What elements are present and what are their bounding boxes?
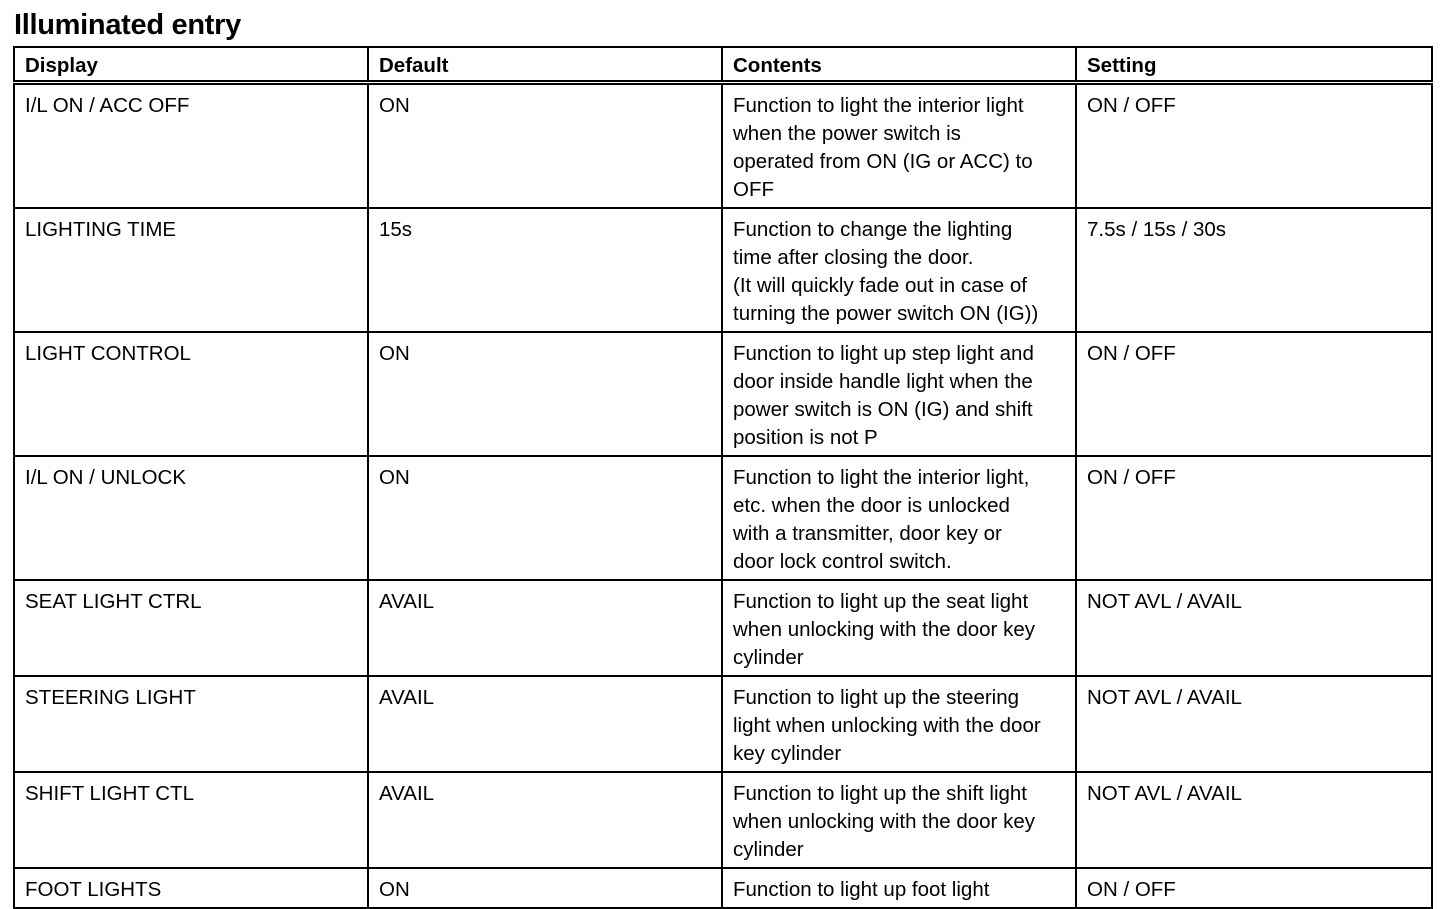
default-cell: AVAIL xyxy=(368,580,722,676)
setting-cell: ON / OFF xyxy=(1076,332,1432,456)
default-cell: 15s xyxy=(368,208,722,332)
display-cell: LIGHTING TIME xyxy=(14,208,368,332)
table-row xyxy=(14,580,1432,676)
page-title: Illuminated entry xyxy=(14,9,241,41)
contents-cell: Function to light up the shift light when unlocking with the door key cylinder xyxy=(722,772,1076,868)
contents-cell: Function to light the interior light, etc. when the door is unlocked with a transmitter, door key or door lock control switch. xyxy=(722,456,1076,580)
display-cell: SHIFT LIGHT CTL xyxy=(14,772,368,868)
default-cell: AVAIL xyxy=(368,772,722,868)
table-row xyxy=(14,772,1432,868)
display-cell: I/L ON / ACC OFF xyxy=(14,83,368,209)
setting-cell: ON / OFF xyxy=(1076,83,1432,209)
setting-cell: ON / OFF xyxy=(1076,456,1432,580)
default-cell: ON xyxy=(368,456,722,580)
settings-table xyxy=(13,46,1433,909)
default-cell: ON xyxy=(368,83,722,209)
contents-cell: Function to light the interior light when the power switch is operated from ON (IG or ACC) to OFF xyxy=(722,83,1076,209)
setting-cell: ON / OFF xyxy=(1076,868,1432,908)
setting-cell: NOT AVL / AVAIL xyxy=(1076,676,1432,772)
contents-cell: Function to light up foot light xyxy=(722,868,1076,908)
display-cell: SEAT LIGHT CTRL xyxy=(14,580,368,676)
default-cell: ON xyxy=(368,332,722,456)
contents-cell: Function to light up the steering light when unlocking with the door key cylinder xyxy=(722,676,1076,772)
header-default: Default xyxy=(368,47,722,83)
header-setting: Setting xyxy=(1076,47,1432,83)
setting-cell: NOT AVL / AVAIL xyxy=(1076,772,1432,868)
table-row xyxy=(14,332,1432,456)
table-body xyxy=(14,83,1432,909)
display-cell: I/L ON / UNLOCK xyxy=(14,456,368,580)
header-display: Display xyxy=(14,47,368,83)
setting-cell: 7.5s / 15s / 30s xyxy=(1076,208,1432,332)
display-cell: LIGHT CONTROL xyxy=(14,332,368,456)
setting-cell: NOT AVL / AVAIL xyxy=(1076,580,1432,676)
table-row xyxy=(14,868,1432,908)
contents-cell: Function to light up the seat light when unlocking with the door key cylinder xyxy=(722,580,1076,676)
display-cell: FOOT LIGHTS xyxy=(14,868,368,908)
table-row xyxy=(14,208,1432,332)
default-cell: AVAIL xyxy=(368,676,722,772)
display-cell: STEERING LIGHT xyxy=(14,676,368,772)
table-row xyxy=(14,83,1432,209)
table-header xyxy=(14,47,1432,83)
header-contents: Contents xyxy=(722,47,1076,83)
table-row xyxy=(14,676,1432,772)
header-row xyxy=(14,47,1432,83)
contents-cell: Function to change the lighting time after closing the door. (It will quickly fade out in case of turning the power switch ON (IG)) xyxy=(722,208,1076,332)
table-row xyxy=(14,456,1432,580)
contents-cell: Function to light up step light and door inside handle light when the power switch is ON (IG) and shift position is not P xyxy=(722,332,1076,456)
default-cell: ON xyxy=(368,868,722,908)
